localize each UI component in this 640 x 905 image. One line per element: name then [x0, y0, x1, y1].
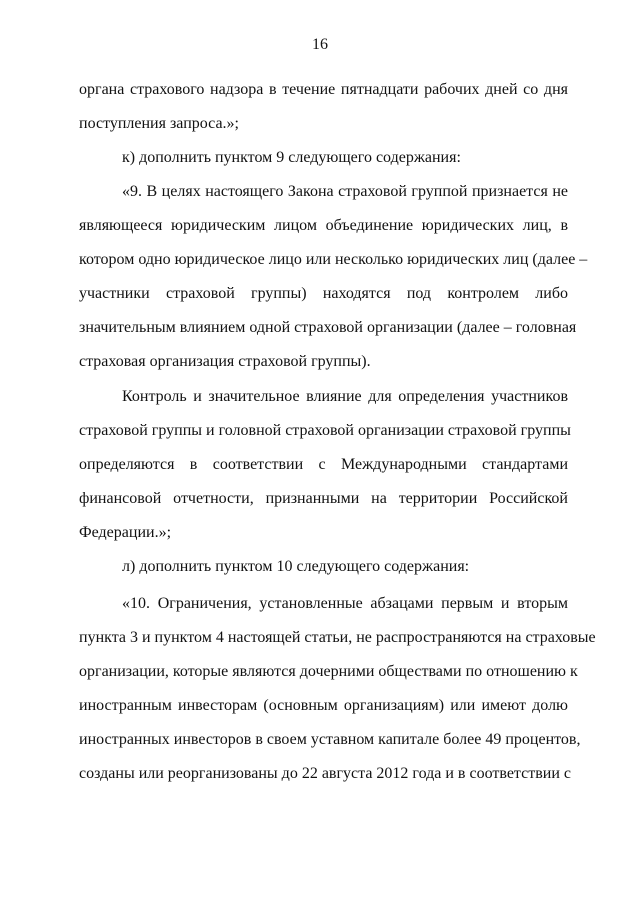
- text-line: органа страхового надзора в течение пятнадцати рабочих дней со дня: [79, 81, 568, 98]
- text-line: являющееся юридическим лицом объединение юридических лиц, в: [79, 217, 568, 234]
- text-line: созданы или реорганизованы до 22 августа 2012 года и в соответствии с: [79, 765, 571, 782]
- text-line: иностранным инвесторам (основным организациям) или имеют долю: [79, 697, 568, 714]
- document-body: [79, 73, 568, 141]
- text-line: Федерации.»;: [79, 524, 172, 541]
- paragraph-k: [79, 141, 568, 175]
- text-line: «10. Ограничения, установленные абзацами первым и вторым: [122, 595, 568, 612]
- text-line: страховой группы и головной страховой организации страховой группы: [79, 422, 571, 439]
- paragraph-l: [79, 550, 568, 584]
- page-number: 16: [312, 36, 328, 53]
- text-line: л) дополнить пунктом 10 следующего содержания:: [122, 558, 470, 575]
- text-line: Контроль и значительное влияние для определения участников: [122, 388, 568, 405]
- paragraph-10: [79, 587, 596, 791]
- text-line: «9. В целях настоящего Закона страховой группой признается не: [122, 183, 568, 200]
- text-line: пункта 3 и пунктом 4 настоящей статьи, не распространяются на страховые: [79, 629, 596, 646]
- text-line: определяются в соответствии с Международными стандартами: [79, 456, 568, 473]
- text-line: котором одно юридическое лицо или несколько юридических лиц (далее –: [79, 251, 588, 268]
- text-line: организации, которые являются дочерними обществами по отношению к: [79, 663, 578, 680]
- text-line: страховая организация страховой группы).: [79, 353, 371, 370]
- text-line: иностранных инвесторов в своем уставном капитале более 49 процентов,: [79, 731, 581, 748]
- text-line: значительным влиянием одной страховой организации (далее – головная: [79, 319, 577, 336]
- paragraph-control: [79, 380, 571, 550]
- text-line: к) дополнить пунктом 9 следующего содержания:: [122, 149, 461, 166]
- text-line: поступления запроса.»;: [79, 115, 239, 132]
- paragraph-9: [79, 175, 588, 379]
- text-line: участники страховой группы) находятся под контролем либо: [79, 285, 568, 302]
- text-line: финансовой отчетности, признанными на территории Российской: [79, 490, 568, 507]
